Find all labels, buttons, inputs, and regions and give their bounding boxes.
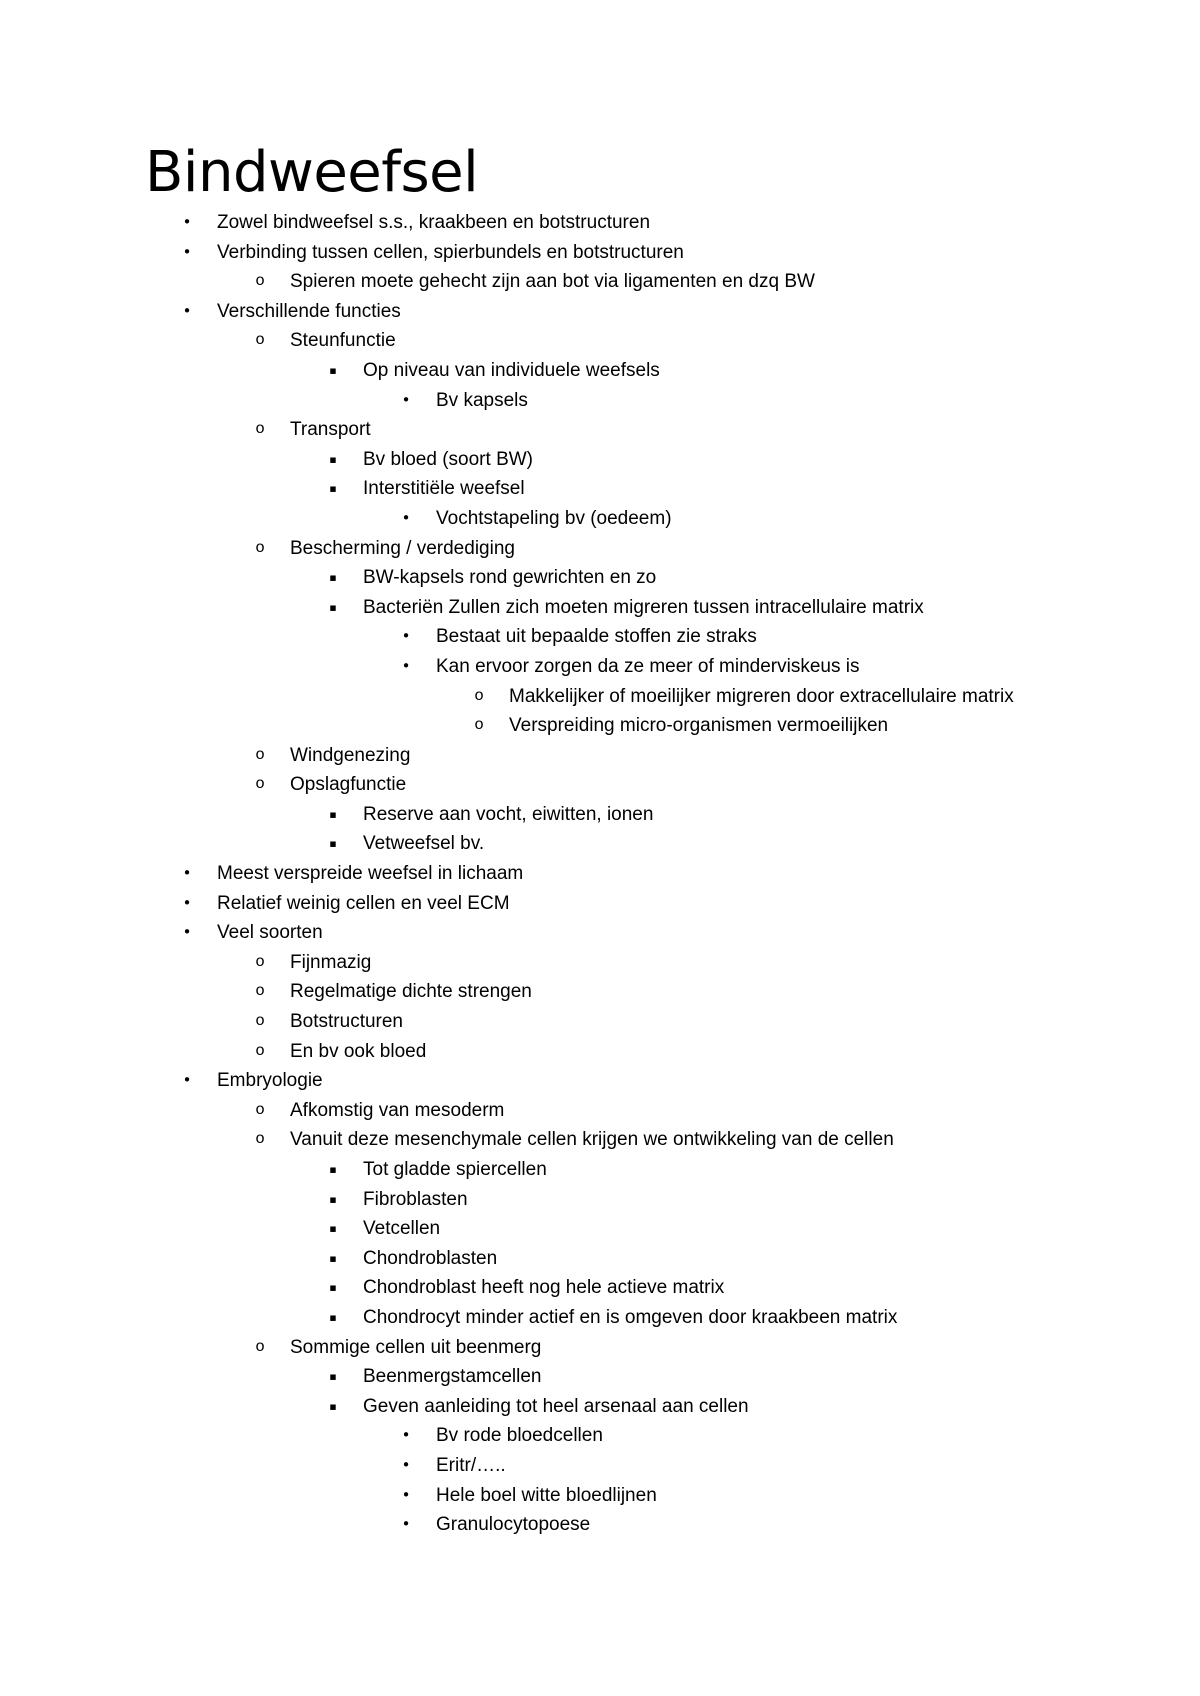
- list-item: [0, 741, 1200, 771]
- list-item-text: Geven aanleiding tot heel arsenaal aan cellen: [363, 1395, 749, 1417]
- bullet-disc-icon: •: [182, 242, 192, 261]
- list-item: [0, 1362, 1200, 1392]
- list-item: [0, 1273, 1200, 1303]
- bullet-circle-icon: o: [255, 952, 265, 971]
- list-item: [0, 682, 1200, 712]
- list-item: [0, 1125, 1200, 1155]
- bullet-circle-icon: o: [255, 272, 265, 291]
- bullet-circle-icon: o: [255, 1012, 265, 1031]
- list-item: [0, 1481, 1200, 1511]
- list-item: [0, 1421, 1200, 1451]
- bullet-circle-icon: o: [255, 538, 265, 557]
- bullet-square-icon: ▪: [329, 1399, 337, 1413]
- bullet-disc-icon: •: [401, 390, 411, 409]
- bullet-square-icon: ▪: [329, 363, 337, 377]
- list-item-text: Transport: [290, 419, 371, 441]
- bullet-circle-icon: o: [255, 745, 265, 764]
- bullet-disc-icon: •: [182, 864, 192, 883]
- bullet-circle-icon: o: [255, 775, 265, 794]
- list-item: [0, 770, 1200, 800]
- list-item-text: Sommige cellen uit beenmerg: [290, 1336, 542, 1358]
- bullet-disc-icon: •: [401, 656, 411, 675]
- list-item: [0, 1303, 1200, 1333]
- list-item-text: Bacteriën Zullen zich moeten migreren tussen intracellulaire matrix: [363, 596, 924, 618]
- list-item: [0, 1185, 1200, 1215]
- list-item-text: Vetweefsel bv.: [363, 833, 485, 855]
- bullet-disc-icon: •: [182, 893, 192, 912]
- bullet-disc-icon: •: [182, 1071, 192, 1090]
- list-item: [0, 948, 1200, 978]
- list-item-text: Makkelijker of moeilijker migreren door extracellulaire matrix: [509, 685, 1014, 707]
- list-item: [0, 445, 1200, 475]
- list-item: [0, 356, 1200, 386]
- list-item-text: Chondroblast heeft nog hele actieve matrix: [363, 1277, 725, 1299]
- list-item: [0, 238, 1200, 268]
- bullet-square-icon: ▪: [329, 807, 337, 821]
- list-item-text: Eritr/…..: [436, 1454, 506, 1476]
- list-item-text: Vochtstapeling bv (oedeem): [436, 507, 672, 529]
- list-item-text: Spieren moete gehecht zijn aan bot via ligamenten en dzq BW: [290, 271, 815, 293]
- list-item-text: Chondroblasten: [363, 1247, 498, 1269]
- list-item: [0, 267, 1200, 297]
- list-item-text: Vetcellen: [363, 1218, 441, 1240]
- list-item-text: Verbinding tussen cellen, spierbundels en botstructuren: [217, 241, 684, 263]
- list-item: [0, 1244, 1200, 1274]
- list-item: [0, 504, 1200, 534]
- bullet-disc-icon: •: [401, 1485, 411, 1504]
- list-item-text: Reserve aan vocht, eiwitten, ionen: [363, 803, 654, 825]
- list-item-text: Botstructuren: [290, 1011, 403, 1033]
- bullet-disc-icon: •: [401, 1426, 411, 1445]
- bullet-disc-icon: •: [401, 508, 411, 527]
- bullet-disc-icon: •: [401, 1515, 411, 1534]
- bullet-disc-icon: •: [401, 627, 411, 646]
- bullet-circle-icon: o: [255, 1100, 265, 1119]
- bullet-square-icon: ▪: [329, 1251, 337, 1265]
- list-item: [0, 474, 1200, 504]
- bullet-list: [0, 208, 1200, 1540]
- bullet-square-icon: ▪: [329, 1163, 337, 1176]
- list-item: [0, 889, 1200, 919]
- list-item-text: Tot gladde spiercellen: [363, 1159, 547, 1180]
- list-item: [0, 386, 1200, 416]
- bullet-disc-icon: •: [182, 923, 192, 942]
- list-item-text: En bv ook bloed: [290, 1040, 427, 1062]
- list-item-text: Relatief weinig cellen en veel ECM: [217, 892, 510, 914]
- list-item: [0, 918, 1200, 948]
- bullet-circle-icon: o: [255, 1041, 265, 1060]
- list-item-text: Interstitiële weefsel: [363, 478, 525, 500]
- list-item-text: Bestaat uit bepaalde stoffen zie straks: [436, 626, 757, 648]
- list-item: [0, 415, 1200, 445]
- bullet-square-icon: ▪: [329, 1310, 337, 1324]
- list-item-text: Verschillende functies: [217, 300, 401, 322]
- list-item-text: Regelmatige dichte strengen: [290, 981, 532, 1003]
- bullet-circle-icon: o: [474, 716, 484, 735]
- list-item-text: Meest verspreide weefsel in lichaam: [217, 863, 524, 885]
- bullet-square-icon: ▪: [329, 1370, 337, 1384]
- list-item-text: Bescherming / verdediging: [290, 537, 515, 559]
- bullet-disc-icon: •: [182, 301, 192, 320]
- bullet-disc-icon: •: [182, 213, 192, 231]
- list-item-text: Afkomstig van mesoderm: [290, 1099, 505, 1121]
- list-item-text: Chondrocyt minder actief en is omgeven door kraakbeen matrix: [363, 1306, 898, 1328]
- list-item: [0, 829, 1200, 859]
- list-item-text: Vanuit deze mesenchymale cellen krijgen we ontwikkeling van de cellen: [290, 1129, 894, 1151]
- list-item: [0, 1451, 1200, 1481]
- list-item: [0, 1510, 1200, 1540]
- list-item: [0, 652, 1200, 682]
- bullet-circle-icon: o: [255, 420, 265, 439]
- document-title: Bindweefsel: [145, 140, 479, 205]
- list-item-text: Verspreiding micro-organismen vermoeilijken: [509, 715, 889, 737]
- bullet-circle-icon: o: [255, 331, 265, 350]
- list-item: [0, 1037, 1200, 1067]
- list-item: [0, 977, 1200, 1007]
- list-item: [0, 563, 1200, 593]
- bullet-square-icon: ▪: [329, 452, 337, 466]
- bullet-square-icon: ▪: [329, 837, 337, 851]
- list-item: [0, 1392, 1200, 1422]
- list-item-text: Op niveau van individuele weefsels: [363, 359, 660, 381]
- bullet-square-icon: ▪: [329, 600, 337, 614]
- list-item: [0, 1333, 1200, 1363]
- list-item: [0, 297, 1200, 327]
- bullet-disc-icon: •: [401, 1455, 411, 1474]
- list-item: [0, 1007, 1200, 1037]
- list-item: [0, 593, 1200, 623]
- list-item-text: Zowel bindweefsel s.s., kraakbeen en botstructuren: [217, 212, 651, 233]
- list-item-text: Embryologie: [217, 1070, 323, 1092]
- bullet-circle-icon: o: [474, 686, 484, 705]
- list-item-text: Kan ervoor zorgen da ze meer of minderviskeus is: [436, 655, 860, 677]
- list-item-text: BW-kapsels rond gewrichten en zo: [363, 567, 657, 589]
- list-item: [0, 1066, 1200, 1096]
- list-item-text: Veel soorten: [217, 922, 323, 944]
- list-item: [0, 534, 1200, 564]
- list-item: [0, 800, 1200, 830]
- list-item-text: Steunfunctie: [290, 330, 396, 352]
- list-item-text: Beenmergstamcellen: [363, 1366, 542, 1388]
- bullet-square-icon: ▪: [329, 1222, 337, 1236]
- list-item-text: Fibroblasten: [363, 1188, 468, 1210]
- bullet-circle-icon: o: [255, 1130, 265, 1149]
- list-item: [0, 1155, 1200, 1185]
- list-item: [0, 1096, 1200, 1126]
- bullet-circle-icon: o: [255, 1337, 265, 1356]
- list-item: [0, 711, 1200, 741]
- list-item-text: Windgenezing: [290, 744, 411, 766]
- list-item: [0, 859, 1200, 889]
- list-item: [0, 326, 1200, 356]
- list-item-text: Bv rode bloedcellen: [436, 1425, 603, 1447]
- list-item-text: Opslagfunctie: [290, 774, 407, 796]
- list-item-text: Fijnmazig: [290, 951, 372, 973]
- bullet-square-icon: ▪: [329, 1192, 337, 1206]
- list-item-text: Hele boel witte bloedlijnen: [436, 1484, 657, 1506]
- list-item-text: Bv bloed (soort BW): [363, 448, 533, 470]
- list-item: [0, 1214, 1200, 1244]
- list-item-text: Granulocytopoese: [436, 1514, 591, 1536]
- list-item: [0, 208, 1200, 238]
- bullet-square-icon: ▪: [329, 571, 337, 585]
- list-item: [0, 622, 1200, 652]
- bullet-square-icon: ▪: [329, 482, 337, 496]
- bullet-square-icon: ▪: [329, 1281, 337, 1295]
- bullet-circle-icon: o: [255, 982, 265, 1001]
- list-item-text: Bv kapsels: [436, 389, 528, 411]
